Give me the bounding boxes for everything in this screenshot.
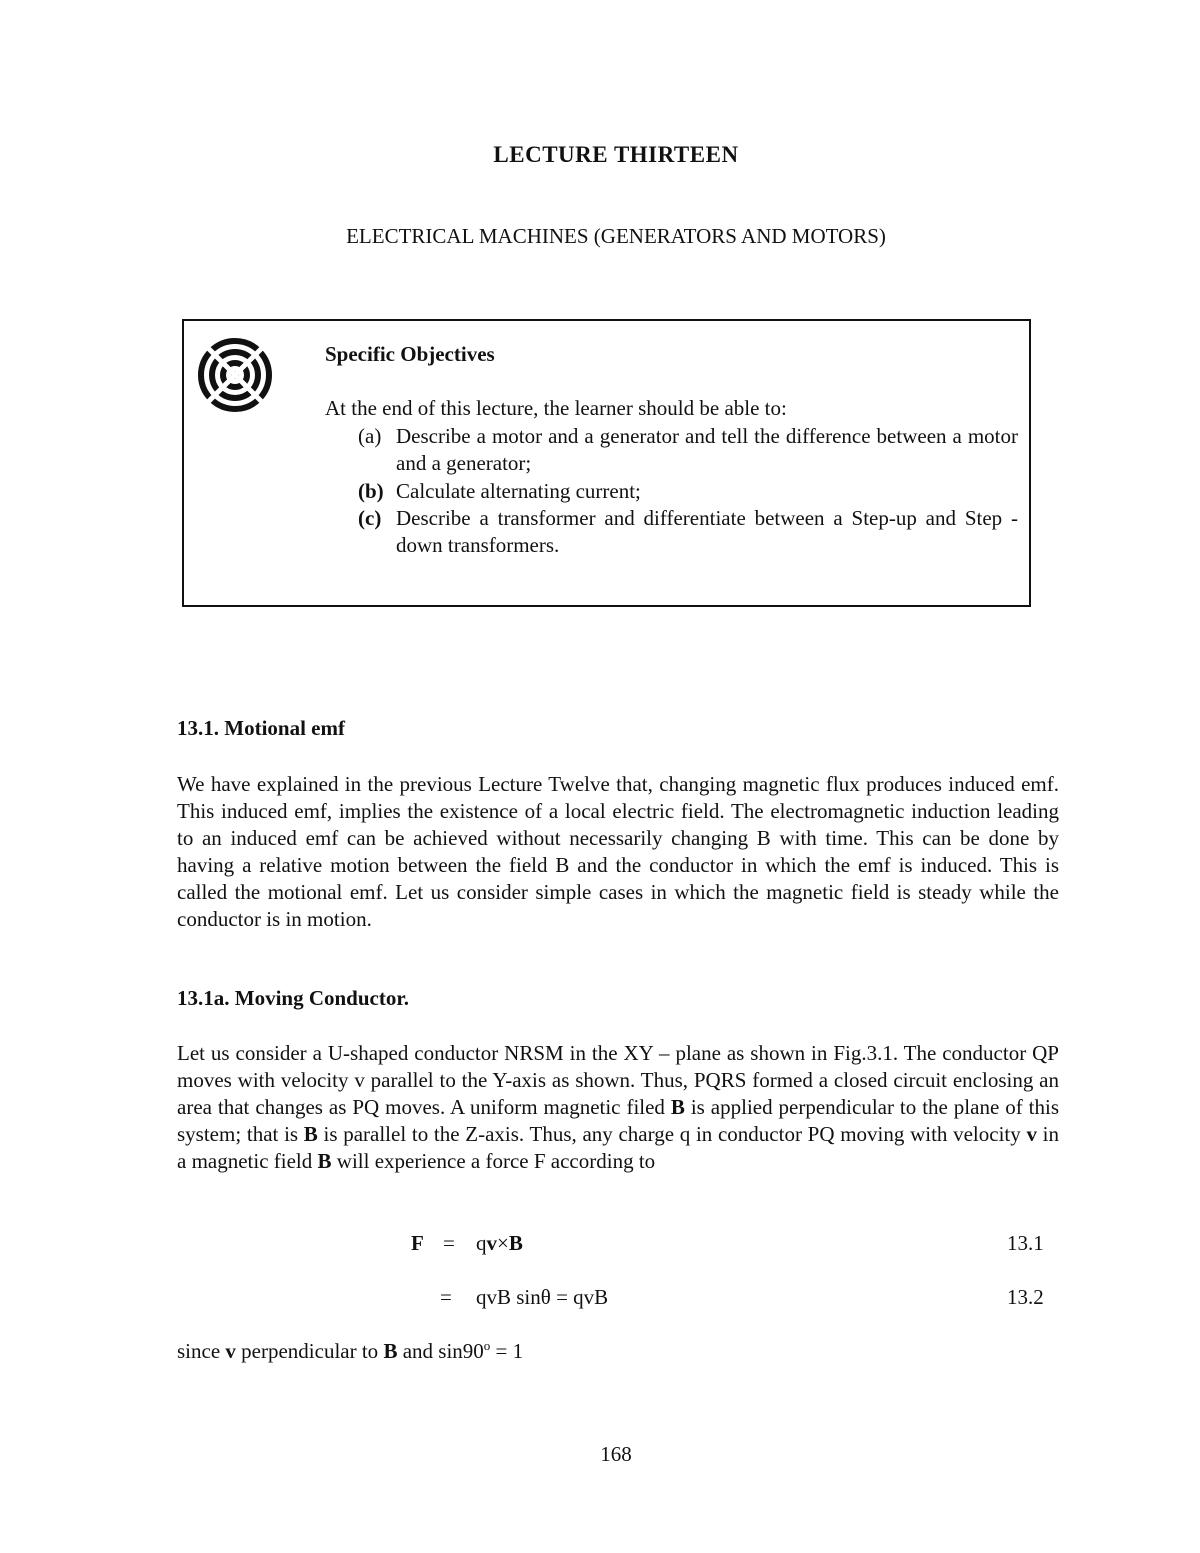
equation-number: 13.2 [1007, 1285, 1044, 1309]
paragraph-moving-conductor: Let us consider a U-shaped conductor NRSM in the XY – plane as shown in Fig.3.1. The conductor QP moves with velocity v parallel to the Y-axis as shown. Thus, PQRS formed a closed circuit enclosing an area that changes as PQ moves. A uniform magnetic filed B is applied perpendicular to the plane of this system; that is B is parallel to the Z-axis. Thus, any charge q in conductor PQ moving with velocity v in a magnetic field B will experience a force F according to [177, 1041, 1059, 1173]
paragraph-motional-emf: We have explained in the previous Lecture Twelve that, changing magnetic flux produces induced emf. This induced emf, implies the existence of a local electric field. The electromagnetic induction leading to an induced emf can be achieved without necessarily changing B with time. This can be done by having a relative motion between the field B and the conductor in which the emf is induced. This is called the motional emf. Let us consider simple cases in which the magnetic field is steady while the conductor is in motion. [177, 772, 1059, 931]
objective-text: Describe a transformer and differentiate between a Step-up and Step -down transformers. [396, 506, 1018, 557]
objectives-heading: Specific Objectives [325, 342, 495, 366]
equation-13-1: F = qv×B 13.1 [411, 1231, 1044, 1255]
objective-text: Describe a motor and a generator and tell the difference between a motor and a generator; [396, 424, 1018, 475]
objective-item-b [358, 478, 1018, 505]
objective-marker: (c) [358, 506, 382, 530]
objectives-intro: At the end of this lecture, the learner should be able to: [325, 396, 787, 420]
equation-number: 13.1 [1007, 1231, 1044, 1255]
objective-marker: (b) [358, 479, 384, 503]
page-number: 168 [600, 1442, 632, 1466]
lecture-subtitle: ELECTRICAL MACHINES (GENERATORS AND MOTORS) [346, 224, 886, 248]
section-heading-motional-emf: 13.1. Motional emf [177, 716, 345, 740]
target-icon [193, 337, 277, 413]
objective-marker: (a) [358, 424, 382, 448]
objective-text: Calculate alternating current; [396, 479, 641, 503]
since-statement: since v perpendicular to B and $\sin 90^o = 1$ [177, 1338, 524, 1363]
lecture-title: LECTURE THIRTEEN [493, 142, 739, 167]
equation-13-2: = qvB sinθ = qvB 13.2 [440, 1285, 1044, 1309]
section-heading-moving-conductor: 13.1a. Moving Conductor. [177, 986, 409, 1010]
objective-item-a [358, 423, 1018, 477]
objective-item-c [358, 505, 1018, 559]
